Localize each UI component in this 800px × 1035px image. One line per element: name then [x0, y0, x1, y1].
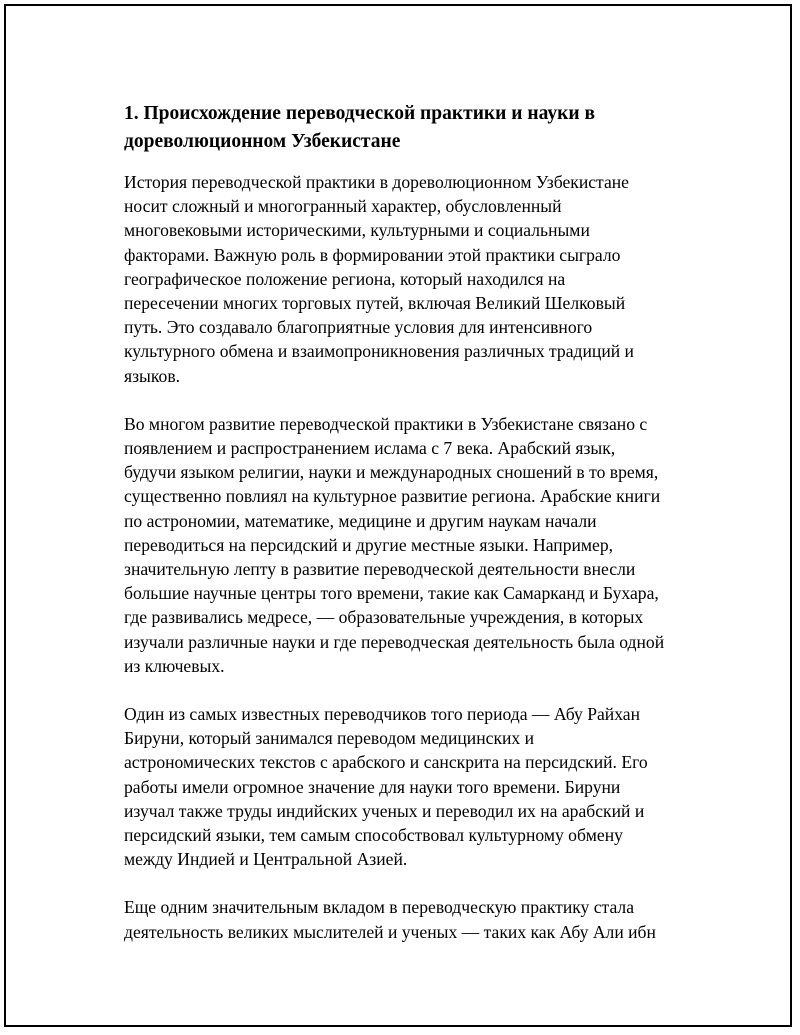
- text-line: изучал также труды индийских ученых и переводил их на арабский и: [124, 800, 645, 821]
- text-line: между Индией и Центральной Азией.: [124, 849, 408, 870]
- paragraph-4: [124, 895, 704, 943]
- text-line: по астрономии, математике, медицине и другим наукам начали: [124, 510, 597, 531]
- section-heading: [124, 100, 704, 156]
- page-frame: [4, 4, 792, 1027]
- text-line: из ключевых.: [124, 655, 225, 676]
- text-line: работы имели огромное значение для науки того времени. Бируни: [124, 776, 621, 797]
- document-body: [124, 100, 704, 968]
- text-line: будучи языком религии, науки и международных сношений в то время,: [124, 462, 659, 483]
- text-line: переводиться на персидский и другие местные языки. Например,: [124, 534, 614, 555]
- heading-line: 1. Происхождение переводческой практики и науки в: [124, 103, 596, 124]
- text-line: Еще одним значительным вкладом в переводческую практику стала: [124, 897, 635, 918]
- text-line: культурного обмена и взаимопроникновения различных традиций и: [124, 341, 634, 362]
- text-line: многовековыми историческими, культурными и социальными: [124, 220, 590, 241]
- paragraph-3: [124, 702, 704, 871]
- paragraph-2: [124, 412, 704, 678]
- text-line: История переводческой практики в дореволюционном Узбекистане: [124, 172, 629, 192]
- text-line: факторами. Важную роль в формировании этой практики сыграло: [124, 244, 621, 265]
- text-line: носит сложный и многогранный характер, обусловленный: [124, 196, 562, 217]
- text-line: астрономических текстов с арабского и санскрита на персидский. Его: [124, 752, 648, 773]
- heading-line: дореволюционном Узбекистане: [124, 131, 401, 152]
- text-line: деятельность великих мыслителей и ученых — таких как Абу Али ибн: [124, 921, 656, 942]
- text-line: путь. Это создавало благоприятные условия для интенсивного: [124, 317, 593, 338]
- text-line: изучали различные науки и где переводческая деятельность была одной: [124, 631, 665, 652]
- text-line: персидский языки, тем самым способствовал культурному обмену: [124, 825, 623, 846]
- text-line: языков.: [124, 365, 181, 386]
- text-line: значительную лепту в развитие переводческой деятельности внесли: [124, 559, 636, 580]
- paragraph-1: [124, 170, 704, 388]
- text-line: пересечении многих торговых путей, включая Великий Шелковый: [124, 293, 626, 314]
- text-line: появлением и распространением ислама с 7 века. Арабский язык,: [124, 438, 616, 459]
- text-line: большие научные центры того времени, такие как Самарканд и Бухара,: [124, 583, 659, 604]
- text-line: географическое положение региона, который находился на: [124, 268, 566, 289]
- text-line: существенно повлиял на культурное развитие региона. Арабские книги: [124, 486, 661, 507]
- text-line: Один из самых известных переводчиков того периода — Абу Райхан: [124, 704, 641, 725]
- text-line: Во многом развитие переводческой практики в Узбекистане связано с: [124, 413, 648, 434]
- text-line: где развивались медресе, — образовательные учреждения, в которых: [124, 607, 644, 628]
- text-line: Бируни, который занимался переводом медицинских и: [124, 728, 535, 749]
